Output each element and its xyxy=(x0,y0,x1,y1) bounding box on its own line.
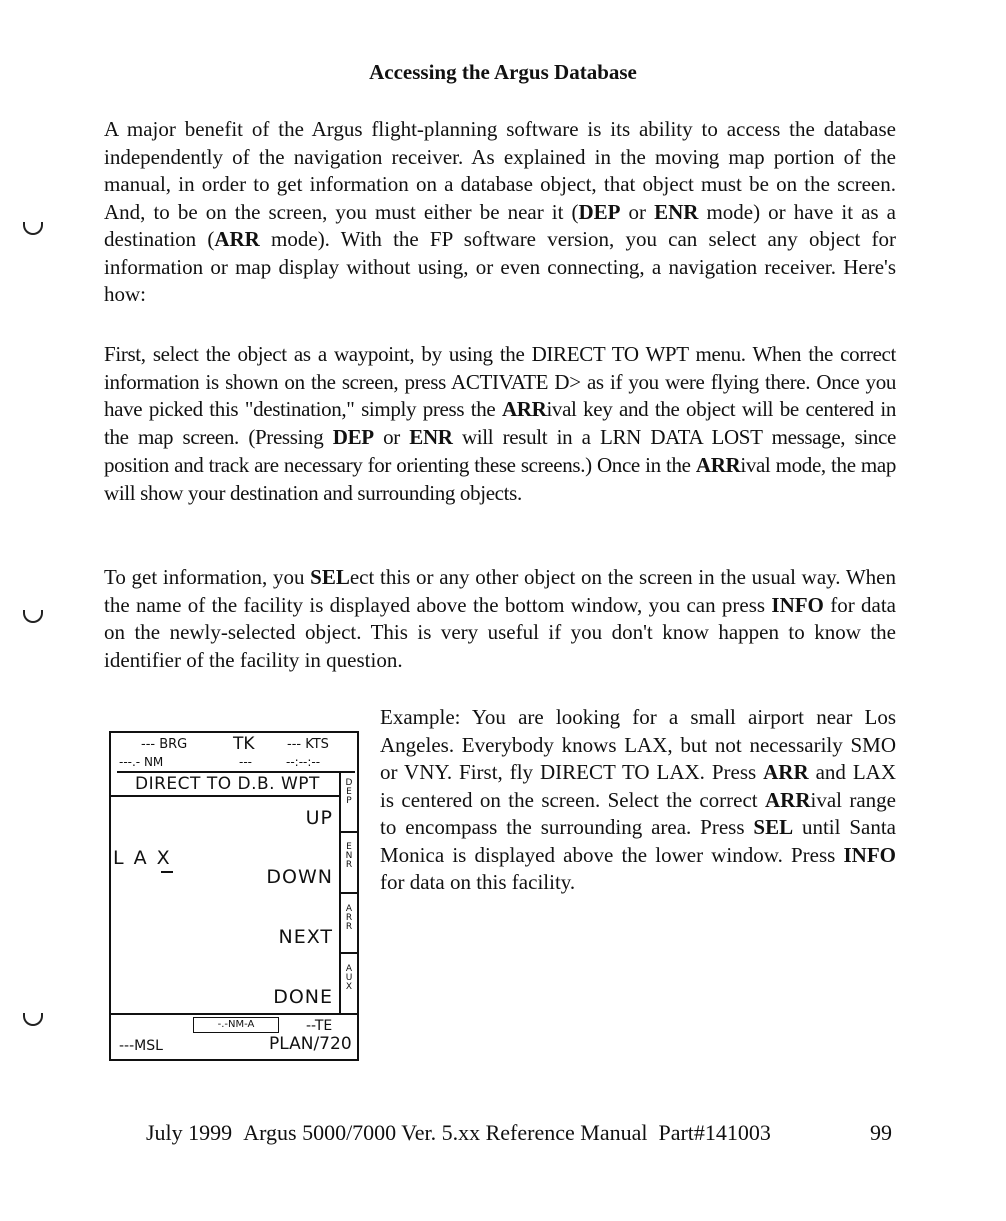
altitude-readout: ---MSL xyxy=(119,1038,163,1054)
divider xyxy=(111,795,341,797)
gps-screen-figure xyxy=(109,731,359,1061)
page-number: 99 xyxy=(870,1120,892,1145)
binder-hole-mark xyxy=(23,222,43,235)
paragraph-steps: First, select the object as a waypoint, by using the DIRECT TO WPT menu. When the correct information is shown on the screen, press ACTIVATE D> as if you were flying there. Once you have picked this "destination," simply press the ARRival key and the object will be centered in the map screen. (Pressing DEP or ENR will result in a LRN DATA LOST message, since position and track are necessary for orienting these screens.) Once in the ARRival mode, the map will show your destination and surrounding objects. xyxy=(104,342,897,505)
time-readout: --:--:-- xyxy=(286,755,321,769)
menu-done[interactable]: DONE xyxy=(273,986,333,1008)
menu-up[interactable]: UP xyxy=(305,807,333,829)
plan-mode-readout: PLAN/720 xyxy=(269,1034,352,1054)
bearing-readout: --- BRG xyxy=(141,737,188,752)
paragraph-info: To get information, you SELect this or any other object on the screen in the usual way. When the name of the facility is displayed above the bottom window, you can press INFO for data on the newly-selected object. This is very useful if you don't know happen to know the identifier of the facility in question. xyxy=(104,565,896,672)
side-key-arr[interactable]: A R R xyxy=(345,904,353,932)
waypoint-lax: L A X xyxy=(113,847,172,869)
time-enroute: --TE xyxy=(306,1018,333,1034)
divider xyxy=(339,831,357,833)
distance-readout: ---.- NM xyxy=(119,755,164,769)
side-key-enr[interactable]: E N R xyxy=(345,842,353,870)
page-title: Accessing the Argus Database xyxy=(369,60,637,84)
page-footer xyxy=(146,1120,906,1146)
menu-title: DIRECT TO D.B. WPT xyxy=(135,774,320,794)
binder-hole-mark xyxy=(23,1013,43,1026)
side-key-dep[interactable]: D E P xyxy=(345,778,353,806)
range-box: -.-NM-A xyxy=(193,1017,279,1033)
footer-manual: Argus 5000/7000 Ver. 5.xx Reference Manual xyxy=(243,1120,648,1145)
track-label: TK xyxy=(233,734,255,754)
divider xyxy=(117,771,355,773)
paragraph-intro: A major benefit of the Argus flight-planning software is its ability to access the database independently of the navigation receiver. As explained in the moving map portion of the manual, in order to get information on a database object, that object must be on the screen. And, to be on the screen, you must either be near it (DEP or ENR mode) or have it as a destination (ARR mode). With the FP software version, you can select any object for information or map display without using, or even connecting, a navigation receiver. Here's how: xyxy=(104,117,896,306)
speed-readout: --- KTS xyxy=(287,737,329,752)
track-dashes: --- xyxy=(239,755,252,769)
menu-down[interactable]: DOWN xyxy=(266,866,333,888)
paragraph-example: Example: You are looking for a small airport near Los Angeles. Everybody knows LAX, but not necessarily SMO or VNY. First, fly DIRECT TO LAX. Press ARR and LAX is centered on the screen. Select the correct ARRival range to encompass the surrounding area. Press SEL until Santa Monica is displayed above the lower window. Press INFO for data on this facility. xyxy=(380,705,896,894)
cursor-underline xyxy=(161,871,173,873)
divider xyxy=(339,952,357,954)
footer-part: Part#141003 xyxy=(658,1120,771,1145)
menu-next[interactable]: NEXT xyxy=(278,926,333,948)
divider xyxy=(339,892,357,894)
side-key-aux[interactable]: A U X xyxy=(345,964,353,992)
divider xyxy=(111,1013,357,1015)
footer-date: July 1999 xyxy=(146,1120,233,1145)
binder-hole-mark xyxy=(23,610,43,623)
